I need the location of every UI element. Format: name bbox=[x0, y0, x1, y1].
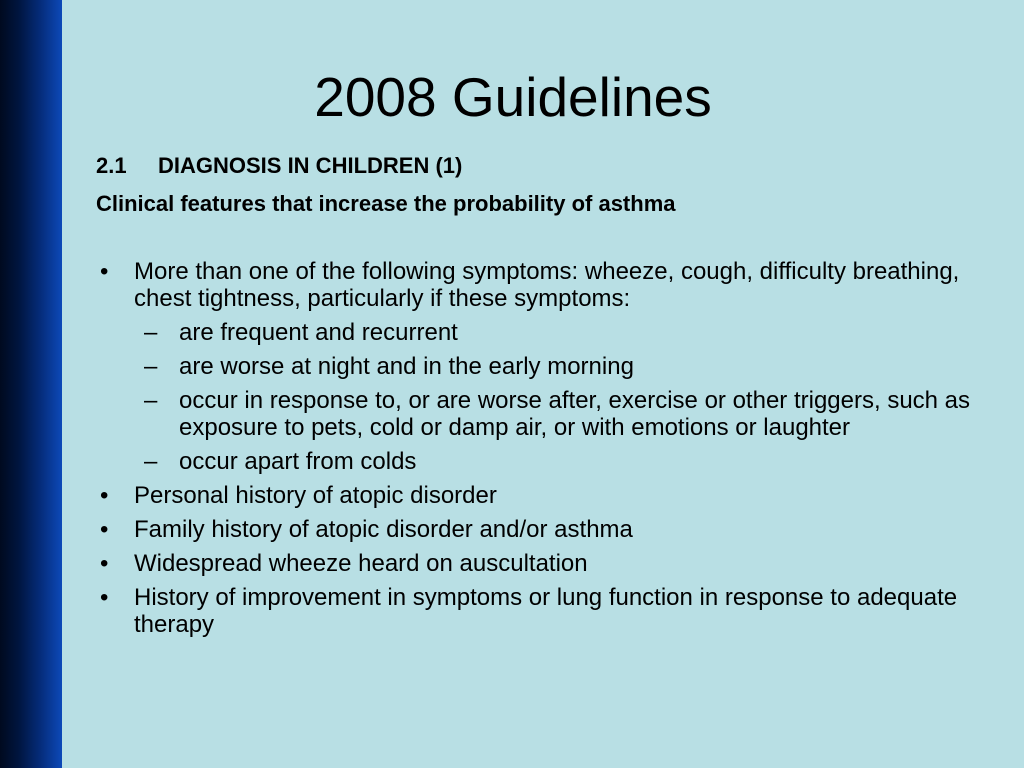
bullet-item bbox=[96, 516, 996, 543]
sub-bullet-text: are worse at night and in the early morning bbox=[179, 353, 634, 380]
bullet-marker: • bbox=[100, 550, 109, 577]
bullet-item bbox=[96, 482, 996, 509]
bullet-text: History of improvement in symptoms or lung function in response to adequate therapy bbox=[134, 584, 958, 638]
bullet-text: Family history of atopic disorder and/or asthma bbox=[134, 516, 633, 543]
bullet-marker: • bbox=[100, 584, 109, 611]
bullet-list bbox=[96, 258, 996, 645]
dash-marker: – bbox=[144, 353, 158, 380]
bullet-marker: • bbox=[100, 258, 109, 285]
bullet-marker: • bbox=[100, 516, 109, 543]
slide-subtitle: Clinical features that increase the probability of asthma bbox=[96, 191, 676, 216]
dash-marker: – bbox=[144, 448, 158, 475]
bullet-item bbox=[96, 584, 996, 638]
section-heading bbox=[96, 152, 462, 180]
bullet-text: More than one of the following symptoms: wheeze, cough, difficulty breathing, chest tightness, particularly if these symptoms: bbox=[134, 258, 960, 312]
dash-marker: – bbox=[144, 387, 158, 414]
sub-bullet-text: occur in response to, or are worse after, exercise or other triggers, such as exposure to pets, cold or damp air, or with emotions or laughter bbox=[179, 387, 971, 441]
bullet-marker: • bbox=[100, 482, 109, 509]
sub-bullet-item bbox=[96, 353, 996, 380]
sub-bullet-item bbox=[96, 387, 996, 441]
bullet-item bbox=[96, 550, 996, 577]
sub-bullet-item bbox=[96, 448, 996, 475]
slide-title: 2008 Guidelines bbox=[314, 66, 712, 128]
bullet-text: Widespread wheeze heard on auscultation bbox=[134, 550, 588, 577]
section-number: 2.1 bbox=[96, 153, 127, 178]
sub-bullet-item bbox=[96, 319, 996, 346]
dash-marker: – bbox=[144, 319, 158, 346]
section-title: DIAGNOSIS IN CHILDREN (1) bbox=[158, 153, 463, 178]
bullet-text: Personal history of atopic disorder bbox=[134, 482, 497, 509]
bullet-item bbox=[96, 258, 996, 312]
sub-bullet-text: occur apart from colds bbox=[179, 448, 417, 475]
sub-bullet-text: are frequent and recurrent bbox=[179, 319, 458, 346]
